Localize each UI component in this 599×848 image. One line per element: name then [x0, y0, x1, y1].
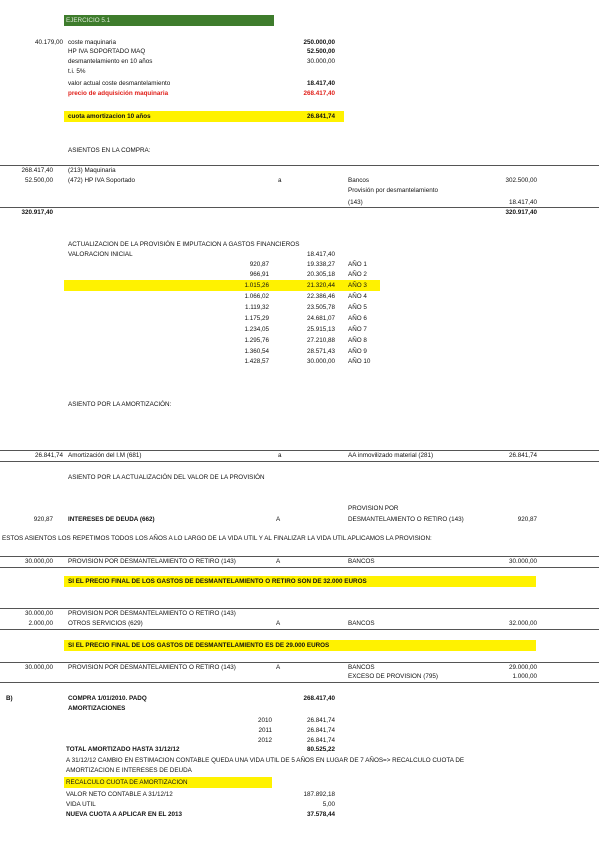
- valoracion-value: 18.417,40: [306, 251, 335, 258]
- banner1-text: SI EL PRECIO FINAL DE LOS GASTOS DE DESMANTELAMIENTO O RETIRO SON DE 32.000 EUROS: [68, 578, 367, 585]
- partb-recalc: RECALCULO CUOTA DE AMORTIZACION: [66, 779, 188, 786]
- compra-heading: ASIENTOS EN LA COMPRA:: [68, 147, 151, 154]
- partb-total-label: TOTAL AMORTIZADO HASTA 31/12/12: [66, 746, 180, 753]
- year-2: AÑO 2: [348, 271, 367, 278]
- compra-debit-2: (472) HP IVA Soportado: [68, 177, 135, 184]
- act-asiento-left: 920,87: [33, 516, 53, 523]
- partb-vida-label: VIDA UTIL: [66, 801, 96, 808]
- act-asiento-right: 920,87: [517, 516, 537, 523]
- final1-debit: PROVISION POR DESMANTELAMIENTO O RETIRO (143): [68, 558, 236, 565]
- interest-4: 1.066,02: [244, 293, 269, 300]
- act-asiento-a: A: [276, 516, 281, 523]
- final3-top-line: [0, 662, 599, 663]
- partb-vida-value: 5,00: [322, 801, 335, 808]
- calc-value-6: 268.417,40: [303, 90, 335, 97]
- partb-nueva-label: NUEVA CUOTA A APLICAR EN EL 2013: [66, 811, 183, 818]
- balance-4: 22.386,46: [306, 293, 335, 300]
- compra-credit-3-value: 18.417,40: [508, 199, 537, 206]
- act-asiento-credit-2: DESMANTELAMIENTO O RETIRO (143): [348, 516, 464, 523]
- compra-top-line: [0, 165, 599, 166]
- final3-debit: PROVISION POR DESMANTELAMIENTO O RETIRO (143): [68, 664, 236, 671]
- partb-year-2: 2011: [258, 727, 272, 734]
- final3-bottom-line: [0, 682, 599, 683]
- partb-text-2: AMORTIZACION E INTERESES DE DEUDA: [66, 767, 192, 774]
- banner2-text: SI EL PRECIO FINAL DE LOS GASTOS DE DESMANTELAMIENTO ES DE 29.000 EUROS: [68, 642, 330, 649]
- partb-vnc-value: 187.892,18: [303, 791, 335, 798]
- final2-debit-2: OTROS SERVICIOS (629): [68, 620, 143, 627]
- year-10: AÑO 10: [348, 358, 371, 365]
- year-4: AÑO 4: [348, 293, 367, 300]
- act-asiento-heading: ASIENTO POR LA ACTUALIZACIÓN DEL VALOR DE LA PROVISIÓN: [68, 474, 265, 481]
- final2-debit-1: PROVISION POR DESMANTELAMIENTO O RETIRO (143): [68, 610, 236, 617]
- calc-value-2: 52.500,00: [306, 48, 335, 55]
- calc-label-3: desmantelamiento en 10 años: [68, 58, 153, 65]
- amortizacion-a: a: [278, 452, 282, 459]
- year-8: AÑO 8: [348, 337, 367, 344]
- cuota-label: cuota amortizacion 10 años: [68, 113, 151, 120]
- amortizacion-top-line: [0, 450, 599, 451]
- final3-credit-1: BANCOS: [348, 664, 375, 671]
- cuota-value: 26.841,74: [306, 113, 335, 120]
- partb-compra-label: COMPRA 1/01/2010. PADQ: [68, 695, 147, 702]
- partb-vnc-label: VALOR NETO CONTABLE A 31/12/12: [66, 791, 173, 798]
- compra-credit-3: (143): [348, 199, 363, 206]
- partb-year-3-value: 26.841,74: [306, 737, 335, 744]
- amortizacion-right: 26.841,74: [508, 452, 537, 459]
- balance-1: 19.338,27: [306, 261, 335, 268]
- interest-6: 1.175,29: [244, 315, 269, 322]
- interest-5: 1.119,32: [244, 304, 269, 311]
- year-6: AÑO 6: [348, 315, 367, 322]
- final2-left-1: 30.000,00: [24, 610, 53, 617]
- compra-total-left: 320.917,40: [21, 209, 53, 216]
- year-3: AÑO 3: [348, 282, 367, 289]
- act-asiento-credit-1: PROVISION POR: [348, 505, 399, 512]
- compra-credit-1-value: 302.500,00: [505, 177, 537, 184]
- partb-year-1: 2010: [257, 717, 272, 724]
- final3-credit-2: EXCESO DE PROVISION (795): [348, 673, 438, 680]
- partb-year-3: 2012: [257, 737, 272, 744]
- partb-text-1: A 31/12/12 CAMBIO EN ESTIMACION CONTABLE QUEDA UNA VIDA UTIL DE 5 AÑOS EN LUGAR DE 7 AÑOS=> RECALCULO CUOTA DE: [66, 757, 465, 764]
- year-9: AÑO 9: [348, 348, 367, 355]
- year-7: AÑO 7: [348, 326, 367, 333]
- note-text: ESTOS ASIENTOS LOS REPETIMOS TODOS LOS AÑOS A LO LARGO DE LA VIDA UTIL Y AL FINALIZAR LA VIDA UTIL APLICAMOS LA PROVISION:: [2, 535, 432, 542]
- final3-left: 30.000,00: [24, 664, 53, 671]
- compra-credit-1: Bancos: [348, 177, 370, 184]
- final1-bottom-line: [0, 567, 599, 568]
- final1-right: 30.000,00: [508, 558, 537, 565]
- calc-left-value: 40.179,00: [34, 39, 63, 46]
- year-1: AÑO 1: [348, 261, 367, 268]
- interest-1: 920,87: [249, 261, 269, 268]
- valoracion-label: VALORACION INICIAL: [68, 251, 133, 258]
- amortizacion-credit: AA inmovilizado material (281): [348, 452, 434, 459]
- final1-left: 30.000,00: [24, 558, 53, 565]
- compra-total-line: [0, 207, 599, 208]
- calc-label-2: HP IVA SOPORTADO MAQ: [68, 48, 146, 55]
- partb-letter: B): [6, 695, 13, 702]
- partb-nueva-value: 37.578,44: [306, 811, 335, 818]
- final3-right-1: 29.000,00: [508, 664, 537, 671]
- amortizacion-debit: Amortización del I.M (681): [68, 452, 142, 459]
- balance-8: 27.210,88: [306, 337, 335, 344]
- exercise-title: EJERCICIO 5.1: [66, 17, 111, 24]
- partb-year-1-value: 26.841,74: [306, 717, 335, 724]
- interest-9: 1.360,54: [244, 348, 269, 355]
- final2-bottom-line: [0, 629, 599, 630]
- final3-right-2: 1.000,00: [512, 673, 537, 680]
- final1-a: A: [276, 558, 281, 565]
- compra-a: a: [278, 177, 282, 184]
- final2-a: A: [276, 620, 281, 627]
- calc-value-1: 250.000,00: [303, 39, 335, 46]
- final1-top-line: [0, 556, 599, 557]
- balance-6: 24.681,07: [306, 315, 335, 322]
- partb-amort-label: AMORTIZACIONES: [68, 705, 126, 712]
- final3-a: A: [276, 664, 281, 671]
- compra-left-1: 268.417,40: [21, 167, 53, 174]
- act-asiento-debit: INTERESES DE DEUDA (662): [68, 516, 155, 523]
- calc-value-5: 18.417,40: [306, 80, 335, 87]
- partb-year-2-value: 26.841,74: [306, 727, 335, 734]
- calc-value-3: 30.000,00: [306, 58, 335, 65]
- final2-left-2: 2.000,00: [28, 620, 53, 627]
- interest-2: 966,91: [249, 271, 269, 278]
- balance-5: 23.505,78: [306, 304, 335, 311]
- interest-8: 1.295,76: [244, 337, 269, 344]
- calc-label-5: valor actual coste desmantelamiento: [68, 80, 171, 87]
- interest-7: 1.234,05: [244, 326, 269, 333]
- balance-7: 25.915,13: [306, 326, 335, 333]
- balance-2: 20.305,18: [306, 271, 335, 278]
- partb-total-value: 80.525,22: [306, 746, 335, 753]
- actualizacion-heading: ACTUALIZACION DE LA PROVISIÓN E IMPUTACION A GASTOS FINANCIEROS: [68, 241, 300, 248]
- final2-top-line: [0, 608, 599, 609]
- interest-10: 1.428,57: [244, 358, 269, 365]
- balance-3: 21.320,44: [306, 282, 335, 289]
- balance-9: 28.571,43: [306, 348, 335, 355]
- calc-label-4: t.i. 5%: [68, 68, 86, 75]
- calc-label-6: precio de adquisición maquinaria: [68, 90, 169, 97]
- final2-right: 32.000,00: [508, 620, 537, 627]
- compra-debit-1: (213) Maquinaria: [68, 167, 116, 174]
- calc-label-1: coste maquinaria: [68, 39, 116, 46]
- final1-credit: BANCOS: [348, 558, 375, 565]
- compra-total-right: 320.917,40: [505, 209, 537, 216]
- amortizacion-left: 26.841,74: [34, 452, 63, 459]
- balance-10: 30.000,00: [306, 358, 335, 365]
- interest-3: 1.015,26: [244, 282, 269, 289]
- final2-credit: BANCOS: [348, 620, 375, 627]
- partb-compra-value: 268.417,40: [303, 695, 335, 702]
- compra-credit-2: Provisión por desmantelamiento: [348, 187, 438, 194]
- amortizacion-bottom-line: [0, 461, 599, 462]
- amortizacion-heading: ASIENTO POR LA AMORTIZACIÓN:: [68, 401, 172, 408]
- year-5: AÑO 5: [348, 304, 367, 311]
- compra-left-2: 52.500,00: [24, 177, 53, 184]
